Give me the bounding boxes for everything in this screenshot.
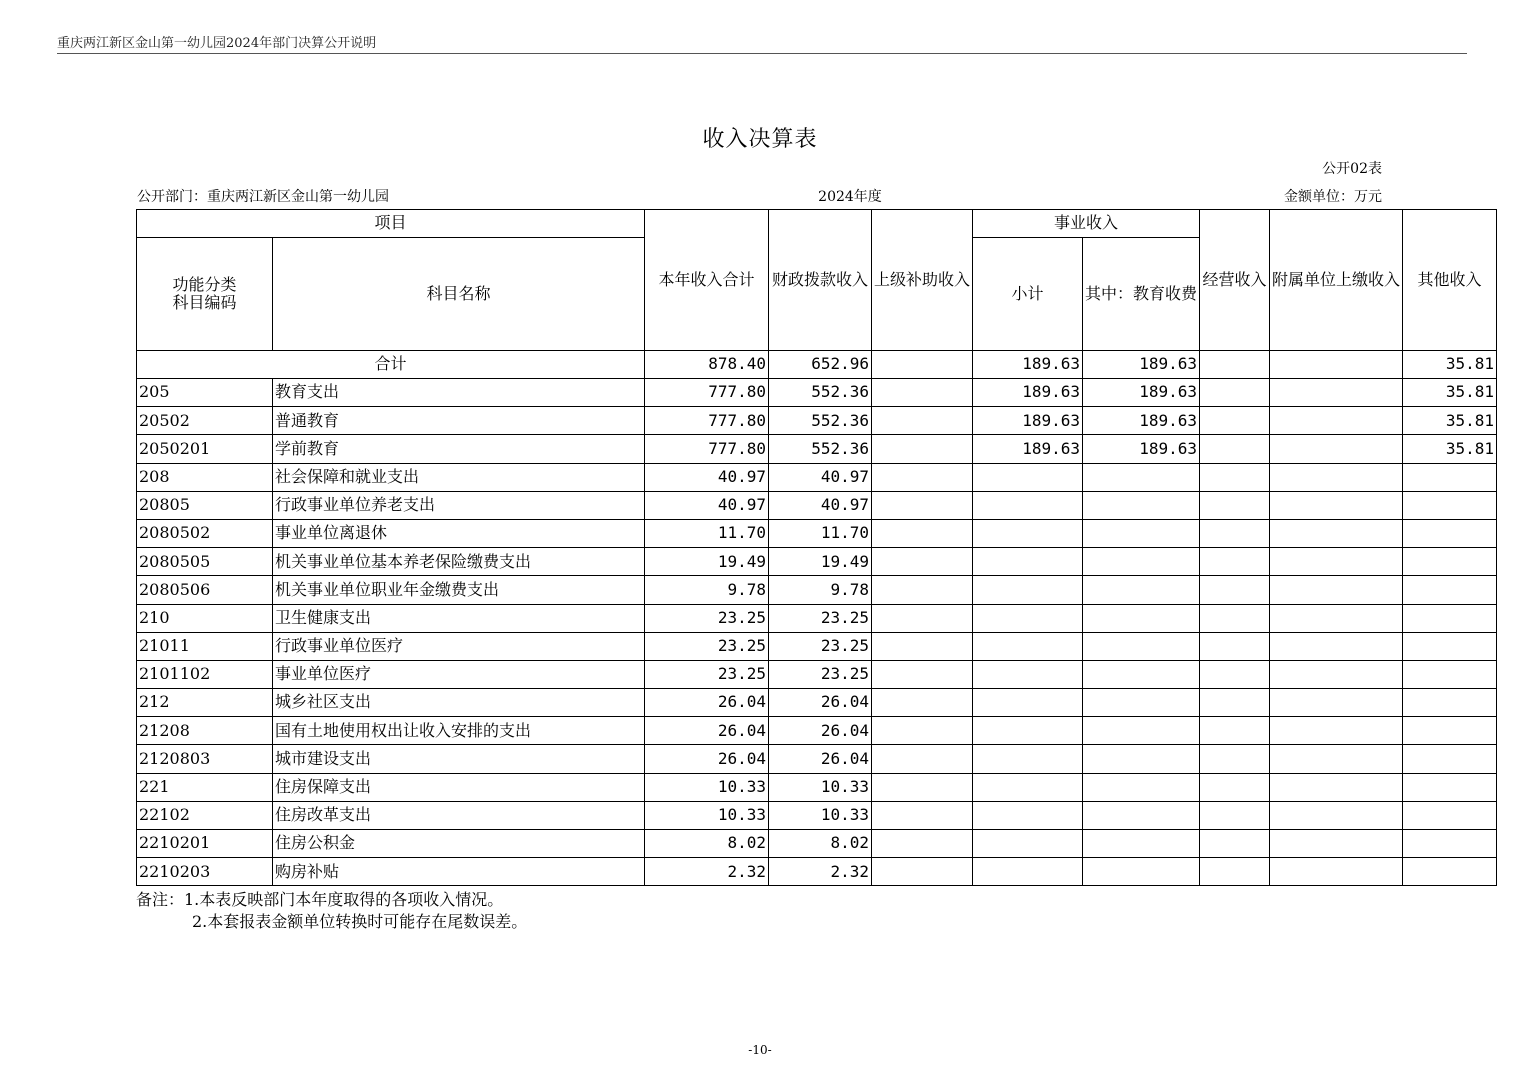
total-row bbox=[137, 351, 1497, 379]
table-row bbox=[137, 689, 1497, 717]
header-total-income: 本年收入合计 bbox=[645, 210, 769, 351]
other-income-cell bbox=[1403, 717, 1497, 745]
fiscal-income-cell: 19.49 bbox=[769, 548, 872, 576]
other-income-cell bbox=[1403, 858, 1497, 886]
total-income-cell: 2.32 bbox=[645, 858, 769, 886]
total-income-cell: 26.04 bbox=[645, 745, 769, 773]
table-row bbox=[137, 519, 1497, 547]
affiliated-income-cell bbox=[1270, 773, 1403, 801]
header-function-code: 功能分类 科目编码 bbox=[137, 238, 273, 351]
subject-code-cell: 208 bbox=[137, 463, 273, 491]
fiscal-income-cell: 10.33 bbox=[769, 801, 872, 829]
career-edu-fee-cell bbox=[1083, 830, 1200, 858]
subject-code-cell: 2080502 bbox=[137, 519, 273, 547]
career-subtotal-cell bbox=[973, 689, 1083, 717]
other-income-cell: 35.81 bbox=[1403, 435, 1497, 463]
header-item-group: 项目 bbox=[137, 210, 645, 238]
business-income-cell bbox=[1200, 548, 1270, 576]
fiscal-income-cell: 23.25 bbox=[769, 660, 872, 688]
header-business-income: 经营收入 bbox=[1200, 210, 1270, 351]
affiliated-income-cell bbox=[1270, 576, 1403, 604]
total-income-cell: 23.25 bbox=[645, 632, 769, 660]
career-subtotal-cell bbox=[973, 801, 1083, 829]
fiscal-income-cell: 9.78 bbox=[769, 576, 872, 604]
header-other-income: 其他收入 bbox=[1403, 210, 1497, 351]
affiliated-income-cell bbox=[1270, 548, 1403, 576]
total-income-cell: 777.80 bbox=[645, 407, 769, 435]
subject-name-cell: 行政事业单位医疗 bbox=[273, 632, 645, 660]
superior-subsidy-cell bbox=[872, 491, 973, 519]
subject-name-cell: 住房改革支出 bbox=[273, 801, 645, 829]
table-row bbox=[137, 491, 1497, 519]
subject-name-cell: 城乡社区支出 bbox=[273, 689, 645, 717]
table-row bbox=[137, 407, 1497, 435]
table-row bbox=[137, 604, 1497, 632]
total-income-cell: 11.70 bbox=[645, 519, 769, 547]
affiliated-income-cell bbox=[1270, 660, 1403, 688]
other-income-cell bbox=[1403, 491, 1497, 519]
affiliated-income-cell bbox=[1270, 435, 1403, 463]
career-subtotal-cell bbox=[973, 491, 1083, 519]
other-income-cell bbox=[1403, 632, 1497, 660]
superior-subsidy-cell bbox=[872, 689, 973, 717]
career-edu-fee-cell bbox=[1083, 858, 1200, 886]
business-income-cell bbox=[1200, 435, 1270, 463]
superior-subsidy-cell bbox=[872, 717, 973, 745]
business-income-cell bbox=[1200, 379, 1270, 407]
running-header: 重庆两江新区金山第一幼儿园2024年部门决算公开说明 bbox=[57, 36, 377, 51]
table-row bbox=[137, 435, 1497, 463]
subject-code-cell: 2080506 bbox=[137, 576, 273, 604]
career-subtotal-cell bbox=[973, 858, 1083, 886]
header-career-edu-fee: 其中：教育收费 bbox=[1083, 238, 1200, 351]
career-subtotal-cell bbox=[973, 830, 1083, 858]
total-label: 合计 bbox=[137, 351, 645, 379]
other-income-cell bbox=[1403, 548, 1497, 576]
header-subject-name: 科目名称 bbox=[273, 238, 645, 351]
superior-subsidy-cell bbox=[872, 576, 973, 604]
career-subtotal-cell bbox=[973, 463, 1083, 491]
superior-subsidy-cell bbox=[872, 745, 973, 773]
business-income-cell bbox=[1200, 745, 1270, 773]
income-table bbox=[136, 209, 1497, 886]
subject-code-cell: 2210201 bbox=[137, 830, 273, 858]
subject-name-cell: 住房保障支出 bbox=[273, 773, 645, 801]
business-income-cell bbox=[1200, 801, 1270, 829]
superior-subsidy-cell bbox=[872, 632, 973, 660]
affiliated-income-cell bbox=[1270, 519, 1403, 547]
affiliated-income-cell bbox=[1270, 491, 1403, 519]
career-subtotal-cell: 189.63 bbox=[973, 435, 1083, 463]
career-edu-fee-cell bbox=[1083, 491, 1200, 519]
career-edu-fee-cell bbox=[1083, 519, 1200, 547]
total-income-cell: 8.02 bbox=[645, 830, 769, 858]
career-edu-fee-cell: 189.63 bbox=[1083, 407, 1200, 435]
fiscal-income-cell: 23.25 bbox=[769, 632, 872, 660]
table-row bbox=[137, 801, 1497, 829]
other-income-cell bbox=[1403, 830, 1497, 858]
career-subtotal-cell bbox=[973, 519, 1083, 547]
business-income-cell bbox=[1200, 604, 1270, 632]
total-other-cell: 35.81 bbox=[1403, 351, 1497, 379]
table-row bbox=[137, 379, 1497, 407]
fiscal-income-cell: 2.32 bbox=[769, 858, 872, 886]
superior-subsidy-cell bbox=[872, 379, 973, 407]
subject-name-cell: 机关事业单位职业年金缴费支出 bbox=[273, 576, 645, 604]
career-edu-fee-cell: 189.63 bbox=[1083, 379, 1200, 407]
subject-code-cell: 212 bbox=[137, 689, 273, 717]
total-income-cell: 777.80 bbox=[645, 435, 769, 463]
affiliated-income-cell bbox=[1270, 745, 1403, 773]
subject-name-cell: 卫生健康支出 bbox=[273, 604, 645, 632]
subject-name-cell: 事业单位离退休 bbox=[273, 519, 645, 547]
business-income-cell bbox=[1200, 660, 1270, 688]
career-edu-fee-cell bbox=[1083, 632, 1200, 660]
fiscal-income-cell: 10.33 bbox=[769, 773, 872, 801]
career-edu-fee-cell bbox=[1083, 745, 1200, 773]
subject-code-cell: 21011 bbox=[137, 632, 273, 660]
career-subtotal-cell bbox=[973, 717, 1083, 745]
career-edu-fee-cell bbox=[1083, 801, 1200, 829]
total-affiliated-cell bbox=[1270, 351, 1403, 379]
affiliated-income-cell bbox=[1270, 717, 1403, 745]
fiscal-income-cell: 26.04 bbox=[769, 745, 872, 773]
total-income-cell: 23.25 bbox=[645, 604, 769, 632]
fiscal-year-label: 2024年度 bbox=[818, 189, 882, 205]
business-income-cell bbox=[1200, 689, 1270, 717]
business-income-cell bbox=[1200, 717, 1270, 745]
subject-code-cell: 20502 bbox=[137, 407, 273, 435]
subject-name-cell: 城市建设支出 bbox=[273, 745, 645, 773]
table-row bbox=[137, 830, 1497, 858]
other-income-cell bbox=[1403, 773, 1497, 801]
total-superior-cell bbox=[872, 351, 973, 379]
career-edu-fee-cell bbox=[1083, 660, 1200, 688]
fiscal-income-cell: 11.70 bbox=[769, 519, 872, 547]
table-row bbox=[137, 717, 1497, 745]
header-divider bbox=[57, 53, 1467, 54]
career-edu-fee-cell bbox=[1083, 773, 1200, 801]
affiliated-income-cell bbox=[1270, 801, 1403, 829]
career-edu-fee-cell bbox=[1083, 689, 1200, 717]
header-career-income-group: 事业收入 bbox=[973, 210, 1200, 238]
total-income-cell: 23.25 bbox=[645, 660, 769, 688]
note-line-2: 2.本套报表金额单位转换时可能存在尾数误差。 bbox=[192, 912, 528, 931]
career-edu-fee-cell bbox=[1083, 717, 1200, 745]
other-income-cell: 35.81 bbox=[1403, 379, 1497, 407]
superior-subsidy-cell bbox=[872, 435, 973, 463]
header-fiscal-income: 财政拨款收入 bbox=[769, 210, 872, 351]
page-number: -10- bbox=[748, 1043, 772, 1057]
total-income-cell: 26.04 bbox=[645, 689, 769, 717]
business-income-cell bbox=[1200, 463, 1270, 491]
subject-code-cell: 2120803 bbox=[137, 745, 273, 773]
total-business-cell bbox=[1200, 351, 1270, 379]
fiscal-income-cell: 552.36 bbox=[769, 435, 872, 463]
table-row bbox=[137, 632, 1497, 660]
table-row bbox=[137, 745, 1497, 773]
subject-code-cell: 21208 bbox=[137, 717, 273, 745]
career-subtotal-cell: 189.63 bbox=[973, 407, 1083, 435]
total-income-cell: 19.49 bbox=[645, 548, 769, 576]
other-income-cell: 35.81 bbox=[1403, 407, 1497, 435]
fiscal-income-cell: 8.02 bbox=[769, 830, 872, 858]
fiscal-income-cell: 552.36 bbox=[769, 407, 872, 435]
career-subtotal-cell bbox=[973, 548, 1083, 576]
subject-code-cell: 22102 bbox=[137, 801, 273, 829]
table-row bbox=[137, 463, 1497, 491]
total-income-cell: 9.78 bbox=[645, 576, 769, 604]
subject-code-cell: 2210203 bbox=[137, 858, 273, 886]
amount-unit-label: 金额单位：万元 bbox=[1284, 189, 1382, 205]
form-code: 公开02表 bbox=[1322, 161, 1382, 177]
affiliated-income-cell bbox=[1270, 830, 1403, 858]
header-career-subtotal: 小计 bbox=[973, 238, 1083, 351]
other-income-cell bbox=[1403, 576, 1497, 604]
subject-name-cell: 普通教育 bbox=[273, 407, 645, 435]
document-title: 收入决算表 bbox=[702, 127, 818, 152]
notes bbox=[136, 889, 527, 933]
total-income-cell: 26.04 bbox=[645, 717, 769, 745]
superior-subsidy-cell bbox=[872, 830, 973, 858]
affiliated-income-cell bbox=[1270, 858, 1403, 886]
affiliated-income-cell bbox=[1270, 604, 1403, 632]
career-subtotal-cell bbox=[973, 604, 1083, 632]
table-row bbox=[137, 858, 1497, 886]
fiscal-income-cell: 552.36 bbox=[769, 379, 872, 407]
subject-code-cell: 210 bbox=[137, 604, 273, 632]
career-subtotal-cell bbox=[973, 745, 1083, 773]
career-edu-fee-cell bbox=[1083, 604, 1200, 632]
fiscal-income-cell: 40.97 bbox=[769, 463, 872, 491]
career-subtotal-cell bbox=[973, 576, 1083, 604]
total-income-cell: 10.33 bbox=[645, 773, 769, 801]
note-line-1: 备注：1.本表反映部门本年度取得的各项收入情况。 bbox=[136, 890, 504, 909]
subject-code-cell: 205 bbox=[137, 379, 273, 407]
total-income-cell: 40.97 bbox=[645, 491, 769, 519]
subject-name-cell: 购房补贴 bbox=[273, 858, 645, 886]
career-subtotal-cell bbox=[973, 632, 1083, 660]
superior-subsidy-cell bbox=[872, 407, 973, 435]
business-income-cell bbox=[1200, 830, 1270, 858]
business-income-cell bbox=[1200, 491, 1270, 519]
fiscal-income-cell: 26.04 bbox=[769, 689, 872, 717]
total-career-subtotal-cell: 189.63 bbox=[973, 351, 1083, 379]
table-row bbox=[137, 548, 1497, 576]
career-subtotal-cell bbox=[973, 660, 1083, 688]
department-label: 公开部门：重庆两江新区金山第一幼儿园 bbox=[137, 189, 389, 205]
fiscal-income-cell: 26.04 bbox=[769, 717, 872, 745]
superior-subsidy-cell bbox=[872, 548, 973, 576]
superior-subsidy-cell bbox=[872, 519, 973, 547]
subject-name-cell: 教育支出 bbox=[273, 379, 645, 407]
subject-code-cell: 2101102 bbox=[137, 660, 273, 688]
table-row bbox=[137, 773, 1497, 801]
career-edu-fee-cell bbox=[1083, 548, 1200, 576]
total-career-edu-cell: 189.63 bbox=[1083, 351, 1200, 379]
affiliated-income-cell bbox=[1270, 689, 1403, 717]
fiscal-income-cell: 23.25 bbox=[769, 604, 872, 632]
other-income-cell bbox=[1403, 660, 1497, 688]
subject-name-cell: 行政事业单位养老支出 bbox=[273, 491, 645, 519]
superior-subsidy-cell bbox=[872, 604, 973, 632]
subject-name-cell: 社会保障和就业支出 bbox=[273, 463, 645, 491]
total-income-cell: 777.80 bbox=[645, 379, 769, 407]
subject-code-cell: 20805 bbox=[137, 491, 273, 519]
other-income-cell bbox=[1403, 463, 1497, 491]
total-income-cell: 878.40 bbox=[645, 351, 769, 379]
business-income-cell bbox=[1200, 773, 1270, 801]
business-income-cell bbox=[1200, 519, 1270, 547]
superior-subsidy-cell bbox=[872, 773, 973, 801]
other-income-cell bbox=[1403, 519, 1497, 547]
superior-subsidy-cell bbox=[872, 858, 973, 886]
subject-name-cell: 国有土地使用权出让收入安排的支出 bbox=[273, 717, 645, 745]
career-edu-fee-cell bbox=[1083, 463, 1200, 491]
business-income-cell bbox=[1200, 576, 1270, 604]
affiliated-income-cell bbox=[1270, 463, 1403, 491]
table-row bbox=[137, 660, 1497, 688]
total-income-cell: 10.33 bbox=[645, 801, 769, 829]
career-subtotal-cell: 189.63 bbox=[973, 379, 1083, 407]
other-income-cell bbox=[1403, 801, 1497, 829]
subject-name-cell: 机关事业单位基本养老保险缴费支出 bbox=[273, 548, 645, 576]
superior-subsidy-cell bbox=[872, 660, 973, 688]
affiliated-income-cell bbox=[1270, 379, 1403, 407]
header-affiliated-income: 附属单位上缴收入 bbox=[1270, 210, 1403, 351]
other-income-cell bbox=[1403, 689, 1497, 717]
subject-name-cell: 学前教育 bbox=[273, 435, 645, 463]
subject-name-cell: 住房公积金 bbox=[273, 830, 645, 858]
career-edu-fee-cell: 189.63 bbox=[1083, 435, 1200, 463]
total-income-cell: 40.97 bbox=[645, 463, 769, 491]
fiscal-income-cell: 40.97 bbox=[769, 491, 872, 519]
total-fiscal-cell: 652.96 bbox=[769, 351, 872, 379]
other-income-cell bbox=[1403, 745, 1497, 773]
career-subtotal-cell bbox=[973, 773, 1083, 801]
superior-subsidy-cell bbox=[872, 801, 973, 829]
affiliated-income-cell bbox=[1270, 632, 1403, 660]
subject-code-cell: 2080505 bbox=[137, 548, 273, 576]
subject-name-cell: 事业单位医疗 bbox=[273, 660, 645, 688]
header-superior-subsidy: 上级补助收入 bbox=[872, 210, 973, 351]
other-income-cell bbox=[1403, 604, 1497, 632]
business-income-cell bbox=[1200, 858, 1270, 886]
affiliated-income-cell bbox=[1270, 407, 1403, 435]
superior-subsidy-cell bbox=[872, 463, 973, 491]
career-edu-fee-cell bbox=[1083, 576, 1200, 604]
business-income-cell bbox=[1200, 407, 1270, 435]
table-row bbox=[137, 576, 1497, 604]
subject-code-cell: 2050201 bbox=[137, 435, 273, 463]
business-income-cell bbox=[1200, 632, 1270, 660]
subject-code-cell: 221 bbox=[137, 773, 273, 801]
